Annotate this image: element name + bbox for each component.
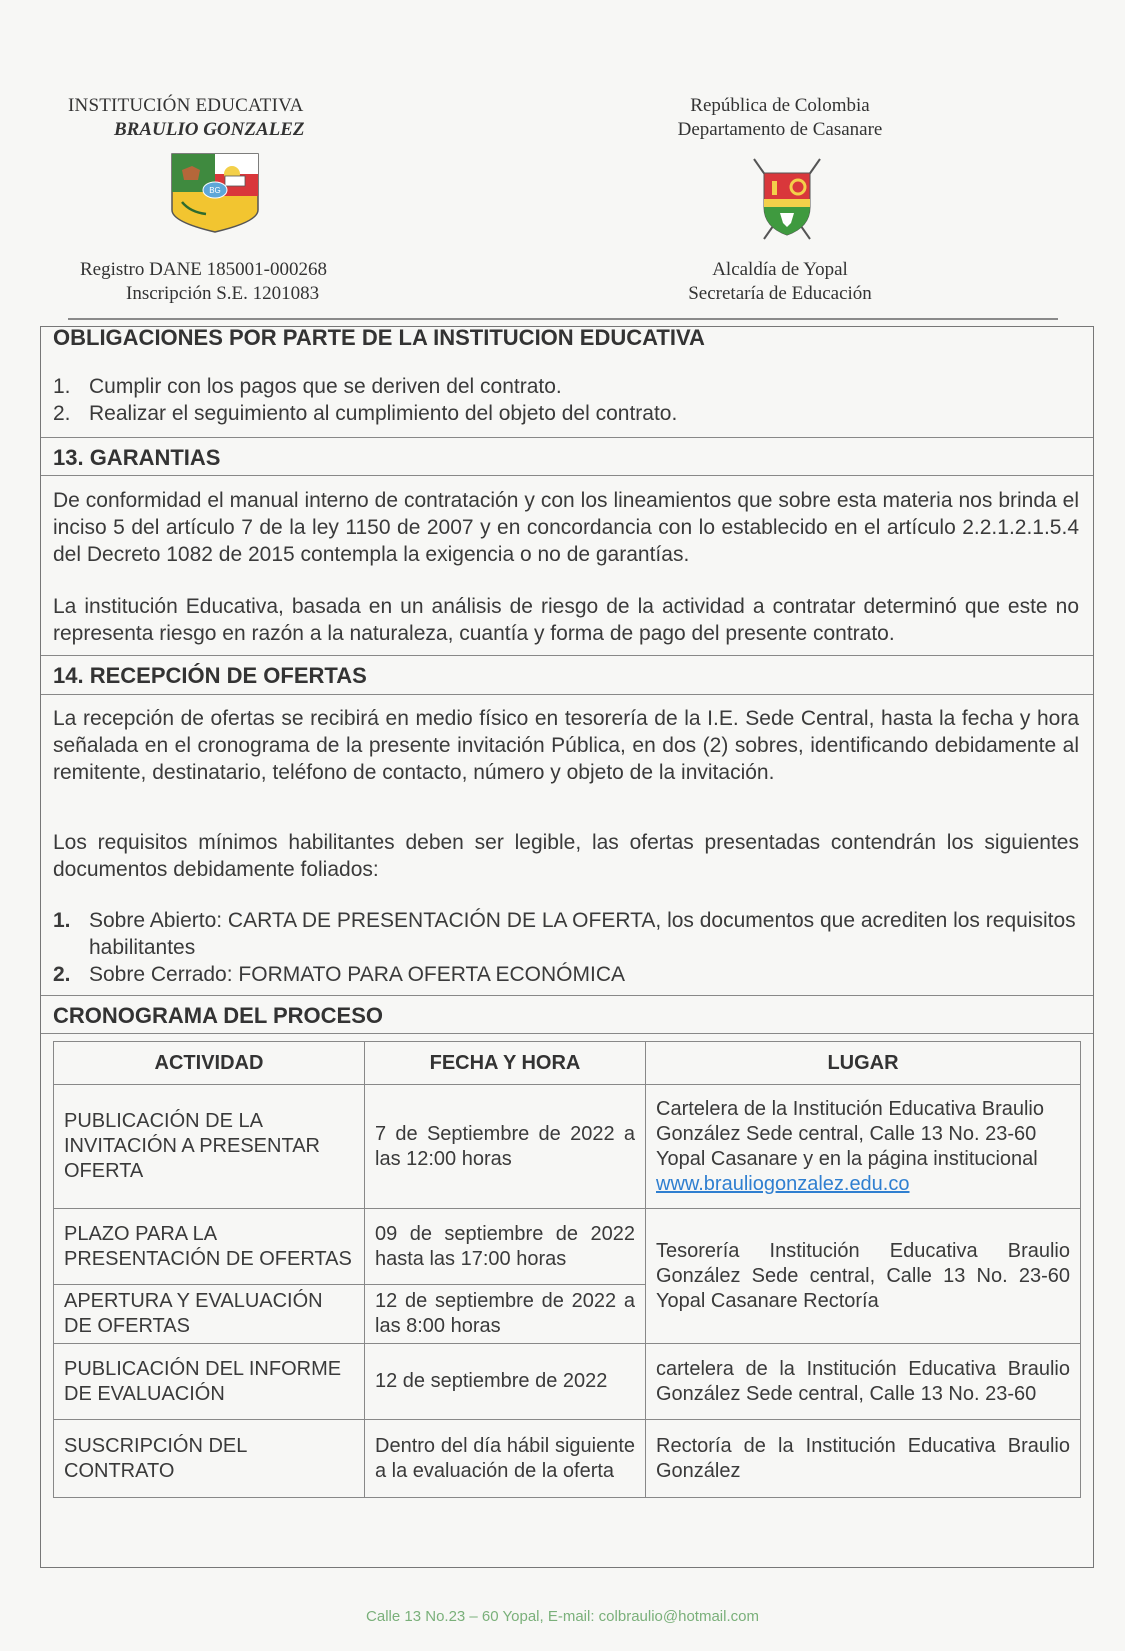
- divider: [41, 437, 1093, 438]
- cell-actividad: PUBLICACIÓN DEL INFORME DE EVALUACIÓN: [54, 1344, 365, 1420]
- registro-dane: Registro DANE 185001-000268: [80, 259, 327, 280]
- column-header-fecha: FECHA Y HORA: [365, 1042, 646, 1085]
- recepcion-paragraph-1: La recepción de ofertas se recibirá en medio físico en tesorería de la I.E. Sede Central, hasta la fecha y hora señalada en el cronograma de la presente invitación Pública, en dos (2) sobres, identificando debidamente al remitente, destinatario, teléfono de contacto, número y objeto de la invitación.: [53, 707, 1079, 784]
- footer-address: Calle 13 No.23 – 60 Yopal, E-mail: colbraulio@hotmail.com: [366, 1608, 759, 1625]
- cell-lugar: Tesorería Institución Educativa Braulio González Sede central, Calle 13 No. 23-60 Yopal Casanare Rectoría: [646, 1209, 1081, 1344]
- cell-fecha: 12 de septiembre de 2022 a las 8:00 horas: [365, 1285, 646, 1344]
- obligaciones-title: OBLIGACIONES POR PARTE DE LA INSTITUCION EDUCATIVA: [53, 325, 705, 350]
- cell-lugar: [646, 1085, 1081, 1209]
- obligaciones-list: [53, 373, 1079, 427]
- republic-label: República de Colombia: [690, 95, 870, 116]
- garantias-paragraph-2: La institución Educativa, basada en un análisis de riesgo de la actividad a contratar determinó que este no representa riesgo en razón a la naturaleza, cuantía y forma de pago del presente contrato.: [53, 595, 1079, 645]
- cell-fecha: 09 de septiembre de 2022 hasta las 17:00 horas: [365, 1209, 646, 1285]
- list-item: [53, 373, 1079, 400]
- cronograma-title: CRONOGRAMA DEL PROCESO: [53, 1003, 384, 1028]
- cell-actividad: APERTURA Y EVALUACIÓN DE OFERTAS: [54, 1285, 365, 1344]
- list-text: Cumplir con los pagos que se deriven del contrato.: [89, 375, 562, 398]
- list-item: [53, 907, 1079, 961]
- cell-actividad: SUSCRIPCIÓN DEL CONTRATO: [54, 1420, 365, 1498]
- table-row: [54, 1085, 1081, 1209]
- table-row: [54, 1420, 1081, 1498]
- cell-fecha: 12 de septiembre de 2022: [365, 1344, 646, 1420]
- header-right: [660, 94, 900, 304]
- list-text: Sobre Cerrado: FORMATO PARA OFERTA ECONÓMICA: [89, 963, 626, 986]
- garantias-paragraph-1: De conformidad el manual interno de contratación y con los lineamientos que sobre esta materia nos brinda el inciso 5 del artículo 7 de la ley 1150 de 2007 y en concordancia con lo establecido en el artículo 2.2.1.2.1.5.4 del Decreto 1082 de 2015 contempla la exigencia o no de garantías.: [53, 489, 1079, 566]
- recepcion-paragraph-2: Los requisitos mínimos habilitantes deben ser legible, las ofertas presentadas contendrán los siguientes documentos debidamente foliados:: [53, 831, 1079, 881]
- recepcion-title: 14. RECEPCIÓN DE OFERTAS: [53, 663, 367, 688]
- institution-label: INSTITUCIÓN EDUCATIVA: [68, 95, 304, 116]
- list-number: 2.: [53, 963, 71, 986]
- list-number: 1.: [53, 375, 71, 398]
- header-divider: [68, 318, 1058, 320]
- lugar-text: Cartelera de la Institución Educativa Braulio González Sede central, Calle 13 No. 23-60 Yopal Casanare y en la página institucional: [656, 1097, 1044, 1170]
- school-crest-icon: [170, 152, 260, 234]
- cell-actividad: PUBLICACIÓN DE LA INVITACIÓN A PRESENTAR OFERTA: [54, 1085, 365, 1209]
- inscripcion-se: Inscripción S.E. 1201083: [126, 283, 320, 304]
- crest-monogram: BG: [209, 186, 221, 195]
- table-row: [54, 1344, 1081, 1420]
- schedule-table: [53, 1041, 1081, 1498]
- divider: [41, 995, 1093, 996]
- recepcion-list: [53, 907, 1079, 988]
- yopal-coat-of-arms-icon: [746, 155, 828, 243]
- column-header-lugar: LUGAR: [646, 1042, 1081, 1085]
- mayor-office-label: Alcaldía de Yopal: [712, 259, 848, 280]
- content-frame: [40, 326, 1094, 1568]
- list-item: [53, 961, 1079, 988]
- divider: [41, 1033, 1093, 1034]
- divider: [41, 655, 1093, 656]
- department-label: Departamento de Casanare: [677, 119, 883, 140]
- divider: [41, 475, 1093, 476]
- cell-lugar: Rectoría de la Institución Educativa Braulio González: [646, 1420, 1081, 1498]
- list-text: Realizar el seguimiento al cumplimiento del objeto del contrato.: [89, 402, 678, 425]
- list-item: [53, 400, 1079, 427]
- list-number: 2.: [53, 402, 71, 425]
- registration-info: [80, 258, 380, 306]
- garantias-title: 13. GARANTIAS: [53, 445, 221, 470]
- list-text: Sobre Abierto: CARTA DE PRESENTACIÓN DE LA OFERTA, los documentos que acrediten los requisitos habilitantes: [89, 909, 1076, 959]
- table-row: [54, 1209, 1081, 1285]
- table-header-row: [54, 1042, 1081, 1085]
- divider: [41, 694, 1093, 695]
- education-secretariat-label: Secretaría de Educación: [688, 283, 872, 304]
- list-number: 1.: [53, 909, 71, 932]
- institution-website-link[interactable]: www.brauliogonzalez.edu.co: [656, 1172, 910, 1195]
- column-header-actividad: ACTIVIDAD: [54, 1042, 365, 1085]
- cell-fecha: Dentro del día hábil siguiente a la evaluación de la oferta: [365, 1420, 646, 1498]
- cell-actividad: PLAZO PARA LA PRESENTACIÓN DE OFERTAS: [54, 1209, 365, 1285]
- cell-fecha: 7 de Septiembre de 2022 a las 12:00 horas: [365, 1085, 646, 1209]
- cell-lugar: cartelera de la Institución Educativa Braulio González Sede central, Calle 13 No. 23-60: [646, 1344, 1081, 1420]
- institution-name: BRAULIO GONZALEZ: [114, 119, 305, 140]
